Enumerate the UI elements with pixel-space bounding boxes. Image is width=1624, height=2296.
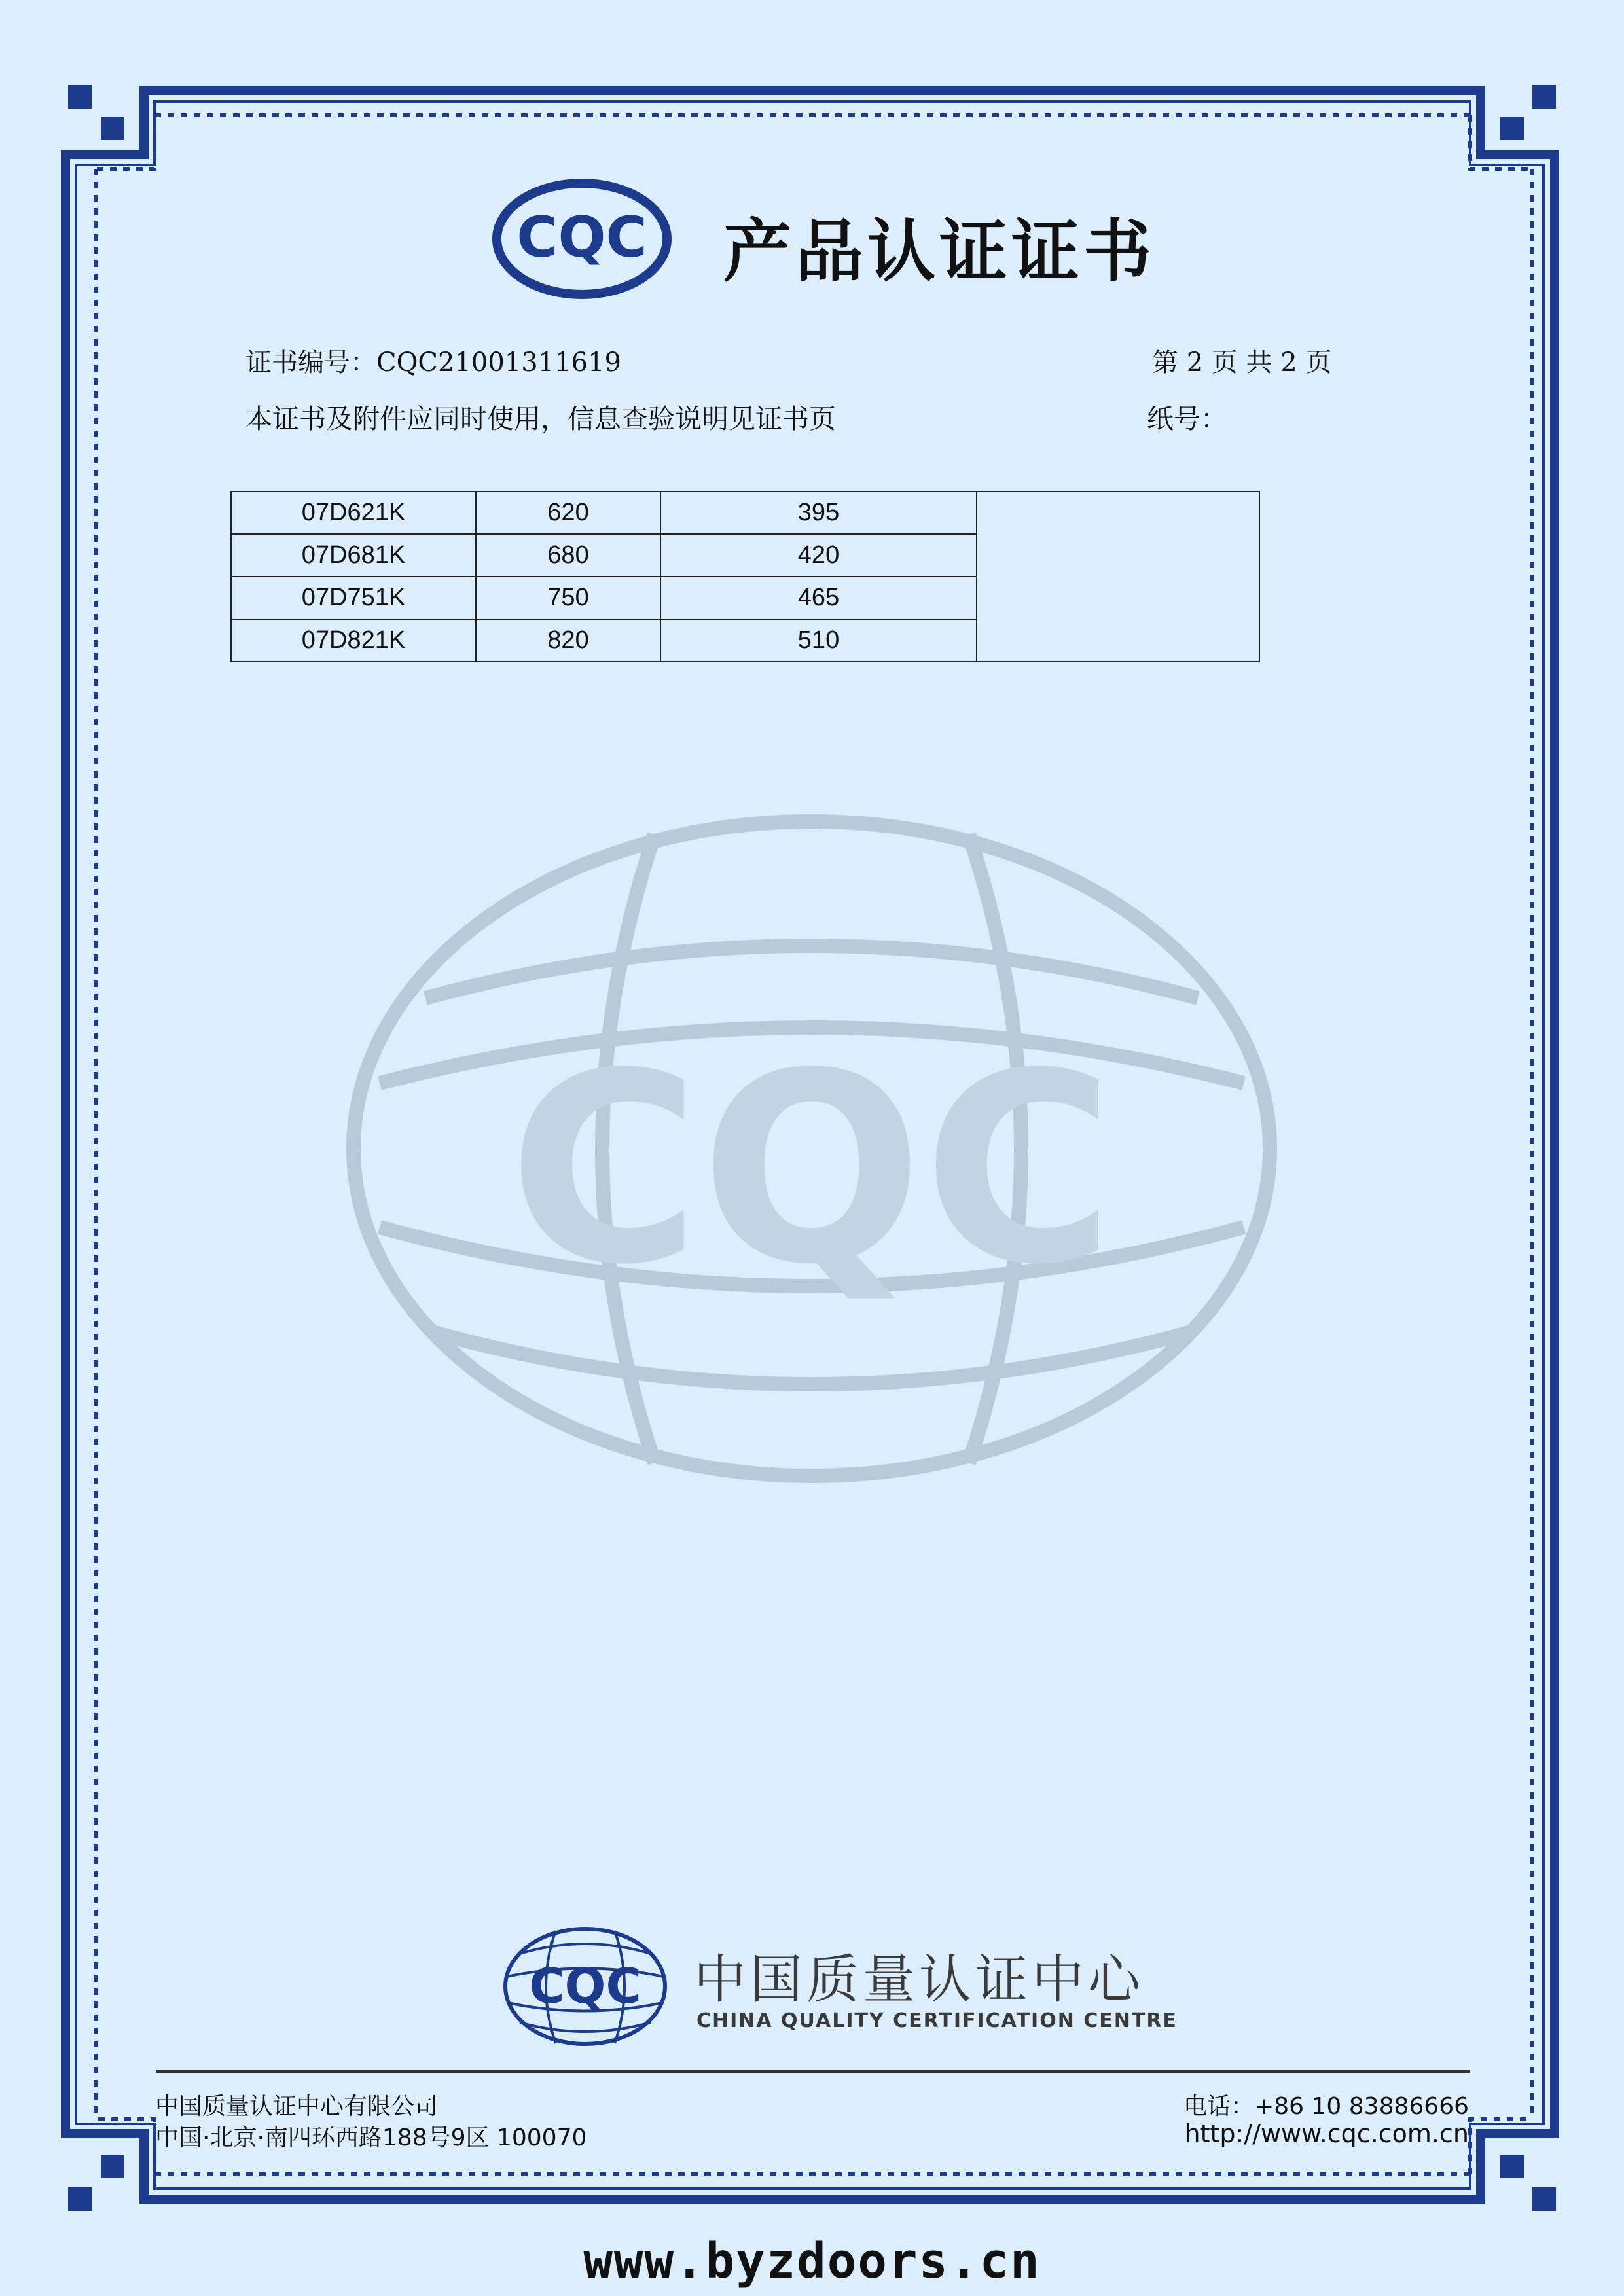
model-cell: 07D751K xyxy=(231,577,476,619)
globe-watermark-icon xyxy=(340,808,1283,1489)
value-cell: 820 xyxy=(476,619,660,662)
model-cell: 07D821K xyxy=(231,619,476,662)
model-table xyxy=(230,491,1260,662)
organization-name-cn: 中国质量认证中心 xyxy=(694,1949,1144,2010)
page-title: 产品认证证书 xyxy=(723,211,1156,291)
footer-logo-text: CQC xyxy=(529,1958,641,2015)
company-name: 中国质量认证中心有限公司 xyxy=(155,2093,439,2120)
telephone: 电话：+86 10 83886666 xyxy=(1183,2093,1469,2120)
footer-divider xyxy=(156,2070,1470,2073)
value-cell: 465 xyxy=(660,577,977,619)
certificate-number: 证书编号：CQC21001311619 xyxy=(245,348,621,378)
cqc-globe-logo-icon xyxy=(500,1924,670,2049)
value-cell: 750 xyxy=(476,577,660,619)
merged-blank-cell xyxy=(977,492,1259,662)
value-cell: 510 xyxy=(660,619,977,662)
site-watermark-url: www.byzdoors.cn xyxy=(583,2233,1041,2289)
value-cell: 420 xyxy=(660,534,977,577)
model-cell: 07D621K xyxy=(231,492,476,534)
logo-text: CQC xyxy=(516,205,647,270)
usage-notice: 本证书及附件应同时使用，信息查验说明见证书页 xyxy=(245,403,836,435)
page-number: 第 2 页 共 2 页 xyxy=(1152,348,1332,378)
value-cell: 620 xyxy=(476,492,660,534)
website-link[interactable]: http://www.cqc.com.cn xyxy=(1184,2119,1469,2148)
company-address: 中国·北京·南四环西路188号9区 100070 xyxy=(155,2125,587,2151)
watermark-text: CQC xyxy=(508,1018,1115,1322)
paper-number: 纸号： xyxy=(1147,403,1227,435)
table-row xyxy=(231,492,1259,534)
cqc-logo-icon xyxy=(490,177,674,301)
model-cell: 07D681K xyxy=(231,534,476,577)
value-cell: 395 xyxy=(660,492,977,534)
organization-name-en: CHINA QUALITY CERTIFICATION CENTRE xyxy=(696,2009,1178,2032)
value-cell: 680 xyxy=(476,534,660,577)
